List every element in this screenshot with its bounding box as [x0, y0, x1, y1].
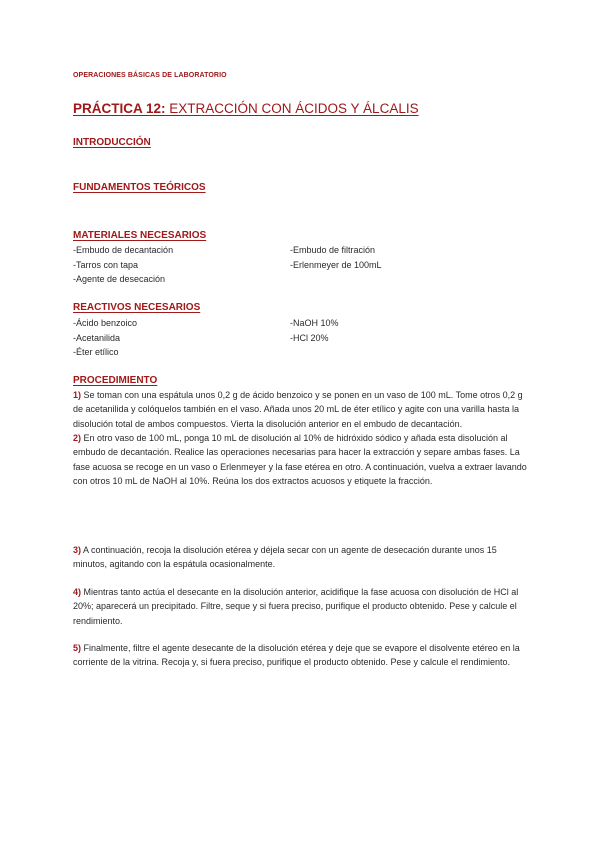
step-number: 1)	[73, 390, 82, 400]
step-text: En otro vaso de 100 mL, ponga 10 mL de disolución al 10% de hidróxido sódico y añada esta disolución al embudo de decantación. Realice las operaciones necesarias para hacer la extracción y separe ambas fases. La fase acuosa se recoge en un vaso o Erlenmeyer y la fase etérea en otro. A continuación, vuelva a extraer lavando con otros 10 mL de NaOH al 10%. Reúna los dos extractos acuosos y etiquete la fracción.	[73, 433, 527, 486]
list-item: -Ácido benzoico	[73, 318, 138, 328]
list-item: -Agente de desecación	[73, 274, 166, 284]
section-introduccion: INTRODUCCIÓN	[73, 137, 151, 148]
title-text: EXTRACCIÓN CON ÁCIDOS Y ÁLCALIS	[165, 101, 419, 116]
reactivos-right-list	[290, 316, 339, 345]
step-number: 4)	[73, 587, 82, 597]
page-title	[73, 101, 419, 116]
step-text: A continuación, recoja la disolución etérea y déjela secar con un agente de desecación durante unos 15 minutos, agitando con la espátula ocasionalmente.	[73, 545, 497, 570]
section-fundamentos: FUNDAMENTOS TEÓRICOS	[73, 182, 206, 193]
step-text: Mientras tanto actúa el desecante en la disolución anterior, acidifique la fase acuosa con disolución de HCl al 20%; aparecerá un precipitado. Filtre, seque y si fuera preciso, purifique el producto obtenido. Pese y calcule el rendimiento.	[73, 587, 519, 626]
procedure-step-5	[73, 641, 529, 670]
step-number: 5)	[73, 643, 82, 653]
section-reactivos: REACTIVOS NECESARIOS	[73, 302, 201, 313]
step-text: Finalmente, filtre el agente desecante de la disolución etérea y deje que se evapore el disolvente etéreo en la corriente de la vitrina. Recoja y, si fuera preciso, purifique el producto obtenido. Pese y calcule el rendimiento.	[73, 643, 520, 668]
section-procedimiento: PROCEDIMIENTO	[73, 375, 158, 386]
list-item: -Embudo de decantación	[73, 245, 174, 255]
title-number: PRÁCTICA 12:	[73, 101, 166, 116]
step-number: 3)	[73, 545, 82, 555]
section-materiales: MATERIALES NECESARIOS	[73, 230, 207, 241]
list-item: -Tarros con tapa	[73, 259, 139, 270]
list-item: -HCl 20%	[290, 332, 329, 343]
materiales-right-list	[290, 243, 382, 272]
procedure-step-3	[73, 543, 529, 572]
list-item: -Acetanilida	[73, 332, 121, 343]
procedure-step-1	[73, 388, 529, 431]
list-item: -Erlenmeyer de 100mL	[290, 259, 382, 270]
procedure-step-2	[73, 431, 529, 488]
list-item: -NaOH 10%	[290, 318, 339, 328]
procedure-step-4	[73, 585, 529, 628]
list-item: -Embudo de filtración	[290, 245, 376, 255]
step-number: 2)	[73, 433, 82, 443]
list-item: -Éter etílico	[73, 347, 119, 357]
step-text: Se toman con una espátula unos 0,2 g de ácido benzoico y se ponen en un vaso de 100 mL. Tome otros 0,2 g de acetanilida y colóquelos también en el vaso. Añada unos 20 mL de éter etílico y agite con una varilla hasta la disolución total de ambos compuestos. Vierta la disolución anterior en el embudo de decantación.	[73, 390, 523, 429]
reactivos-left-list	[73, 316, 137, 360]
header-label: OPERACIONES BÁSICAS DE LABORATORIO	[73, 72, 227, 79]
materiales-left-list	[73, 243, 173, 287]
